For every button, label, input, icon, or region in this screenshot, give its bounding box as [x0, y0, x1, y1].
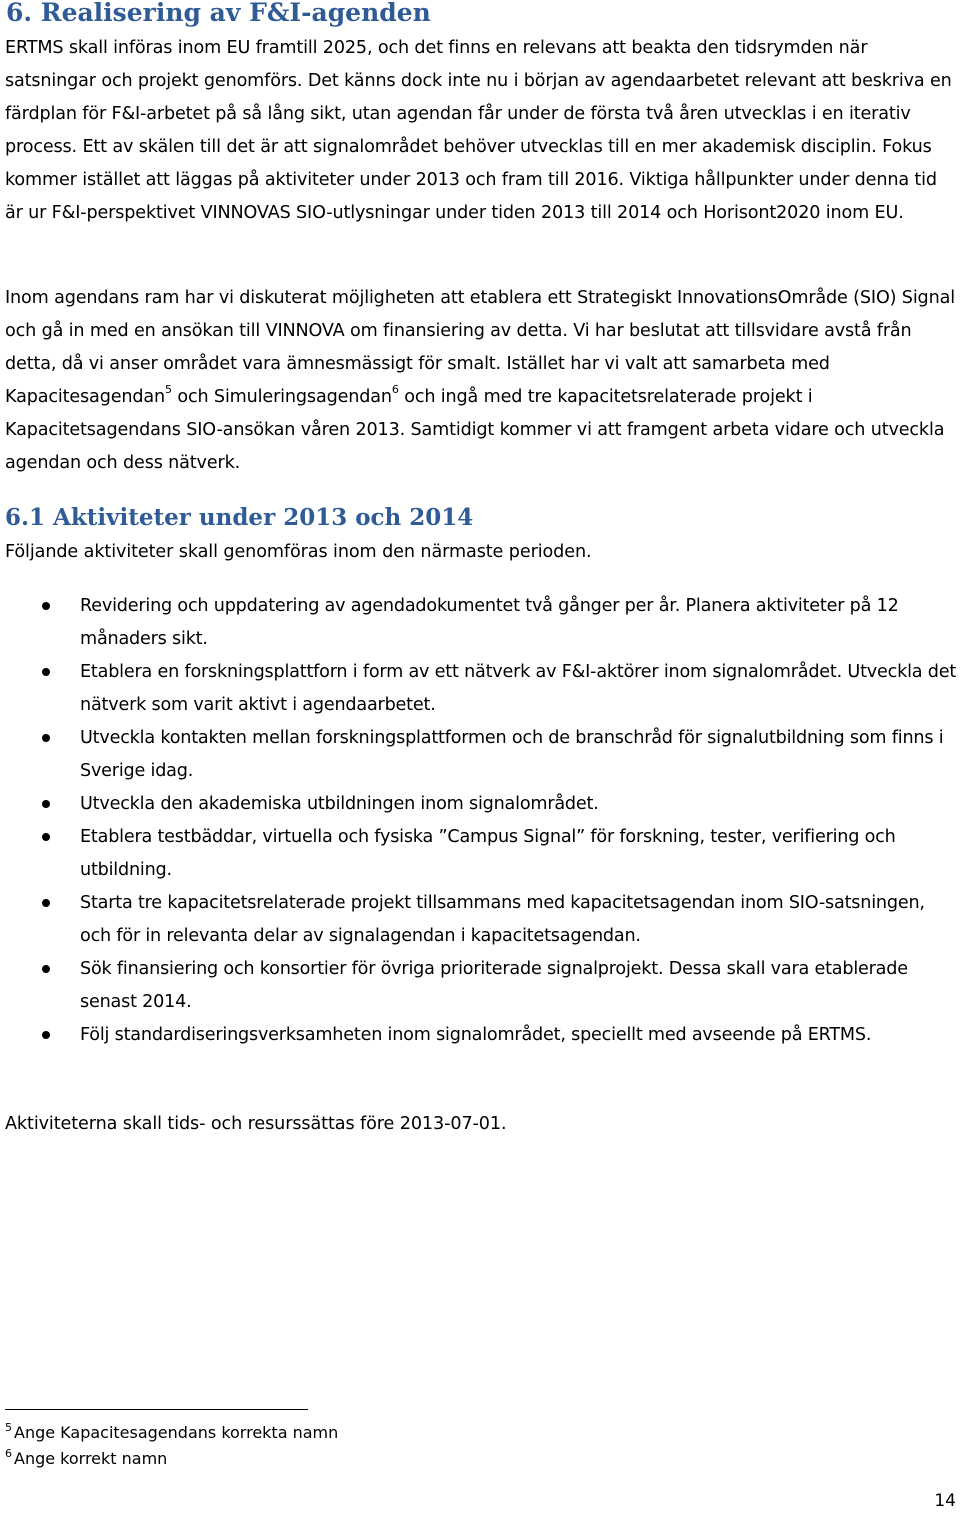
- footnote-separator: [5, 1409, 308, 1410]
- activities-list: [0, 590, 958, 1052]
- list-item: Utveckla kontakten mellan forskningsplattformen och de branschråd för signalutbildning som finns i Sverige idag.: [0, 722, 958, 788]
- intro-sentence-2: Ett av skälen till det är att signalområdet behöver utvecklas till en mer akademisk disciplin. Fokus kommer istället att läggas på aktiviteter under 2013 och fram till 2016. Viktiga hållpunkter under denna tid är ur F&I-perspektivet VINNOVAS SIO-utlysningar under tiden 2013 till 2014 och Horisont2020 inom EU.: [5, 137, 937, 223]
- list-item: Följ standardiseringsverksamheten inom signalområdet, speciellt med avseende på ERTMS.: [0, 1019, 958, 1052]
- list-item: Etablera en forskningsplattforn i form av ett nätverk av F&I-aktörer inom signalområdet. Utveckla det nätverk som varit aktivt i agendaarbetet.: [0, 656, 958, 722]
- footnote-ref-6[interactable]: 6: [391, 383, 399, 397]
- list-item: Etablera testbäddar, virtuella och fysiska ”Campus Signal” för forskning, tester, verifiering och utbildning.: [0, 821, 958, 887]
- subsection-heading: 6.1 Aktiviteter under 2013 och 2014: [5, 504, 474, 531]
- footnote-5: [5, 1422, 338, 1446]
- intro-sentence-1: ERTMS skall införas inom EU framtill 2025, och det finns en relevans att beakta den tidsrymden när satsningar och projekt genomförs. Det känns dock inte nu i början av agendaarbetet relevant att beskriva en färdplan för F&I-arbetet på så lång sikt, utan agendan får under de första två åren utvecklas i en iterativ process.: [5, 38, 952, 157]
- bullet-icon: [42, 734, 50, 742]
- intro-paragraph: [5, 32, 957, 230]
- footnote-number: 5: [5, 1421, 12, 1434]
- bullet-icon: [42, 668, 50, 676]
- footnote-6: [5, 1448, 167, 1472]
- list-item: Starta tre kapacitetsrelaterade projekt tillsammans med kapacitetsagendan inom SIO-satsningen, och för in relevanta delar av signalagendan i kapacitetsagendan.: [0, 887, 958, 953]
- list-item: Revidering och uppdatering av agendadokumentet två gånger per år. Planera aktiviteter på 12 månaders sikt.: [0, 590, 958, 656]
- section-heading: 6. Realisering av F&I-agenden: [6, 0, 431, 27]
- list-item: Sök finansiering och konsortier för övriga prioriterade signalprojekt. Dessa skall vara etablerade senast 2014.: [0, 953, 958, 1019]
- sio-text-a: Inom agendans ram har vi diskuterat möjligheten att etablera ett Strategiskt InnovationsOmråde (SIO) Signal och gå in med en ansökan till VINNOVA om finansiering av detta. Vi har beslutat att tillsvidare avstå från detta, då vi anser området vara ämnesmässigt för smalt. Istället har vi valt att samarbeta med Kapacitesagendan: [5, 288, 955, 407]
- bullet-icon: [42, 899, 50, 907]
- footnote-number: 6: [5, 1447, 12, 1460]
- bullet-icon: [42, 965, 50, 973]
- page-number: 14: [934, 1491, 956, 1511]
- bullet-icon: [42, 833, 50, 841]
- sio-text-b: och Simuleringsagendan: [171, 387, 392, 407]
- bullet-icon: [42, 1031, 50, 1039]
- activities-intro: Följande aktiviteter skall genomföras inom den närmaste perioden.: [5, 542, 592, 562]
- footnote-text: Ange Kapacitesagendans korrekta namn: [14, 1423, 339, 1442]
- sio-text-c: och ingå med tre kapacitetsrelaterade projekt i Kapacitetsagendans SIO-ansökan våren 2013. Samtidigt kommer vi att framgent arbeta vidare och utveckla agendan och dess nätverk.: [5, 387, 945, 473]
- list-item: Utveckla den akademiska utbildningen inom signalområdet.: [0, 788, 958, 821]
- bullet-icon: [42, 602, 50, 610]
- footnote-ref-5[interactable]: 5: [165, 383, 172, 397]
- bullet-icon: [42, 800, 50, 808]
- footnote-text: Ange korrekt namn: [14, 1449, 168, 1468]
- sio-paragraph: [5, 282, 957, 480]
- closing-paragraph: Aktiviteterna skall tids- och resurssättas före 2013-07-01.: [5, 1114, 507, 1134]
